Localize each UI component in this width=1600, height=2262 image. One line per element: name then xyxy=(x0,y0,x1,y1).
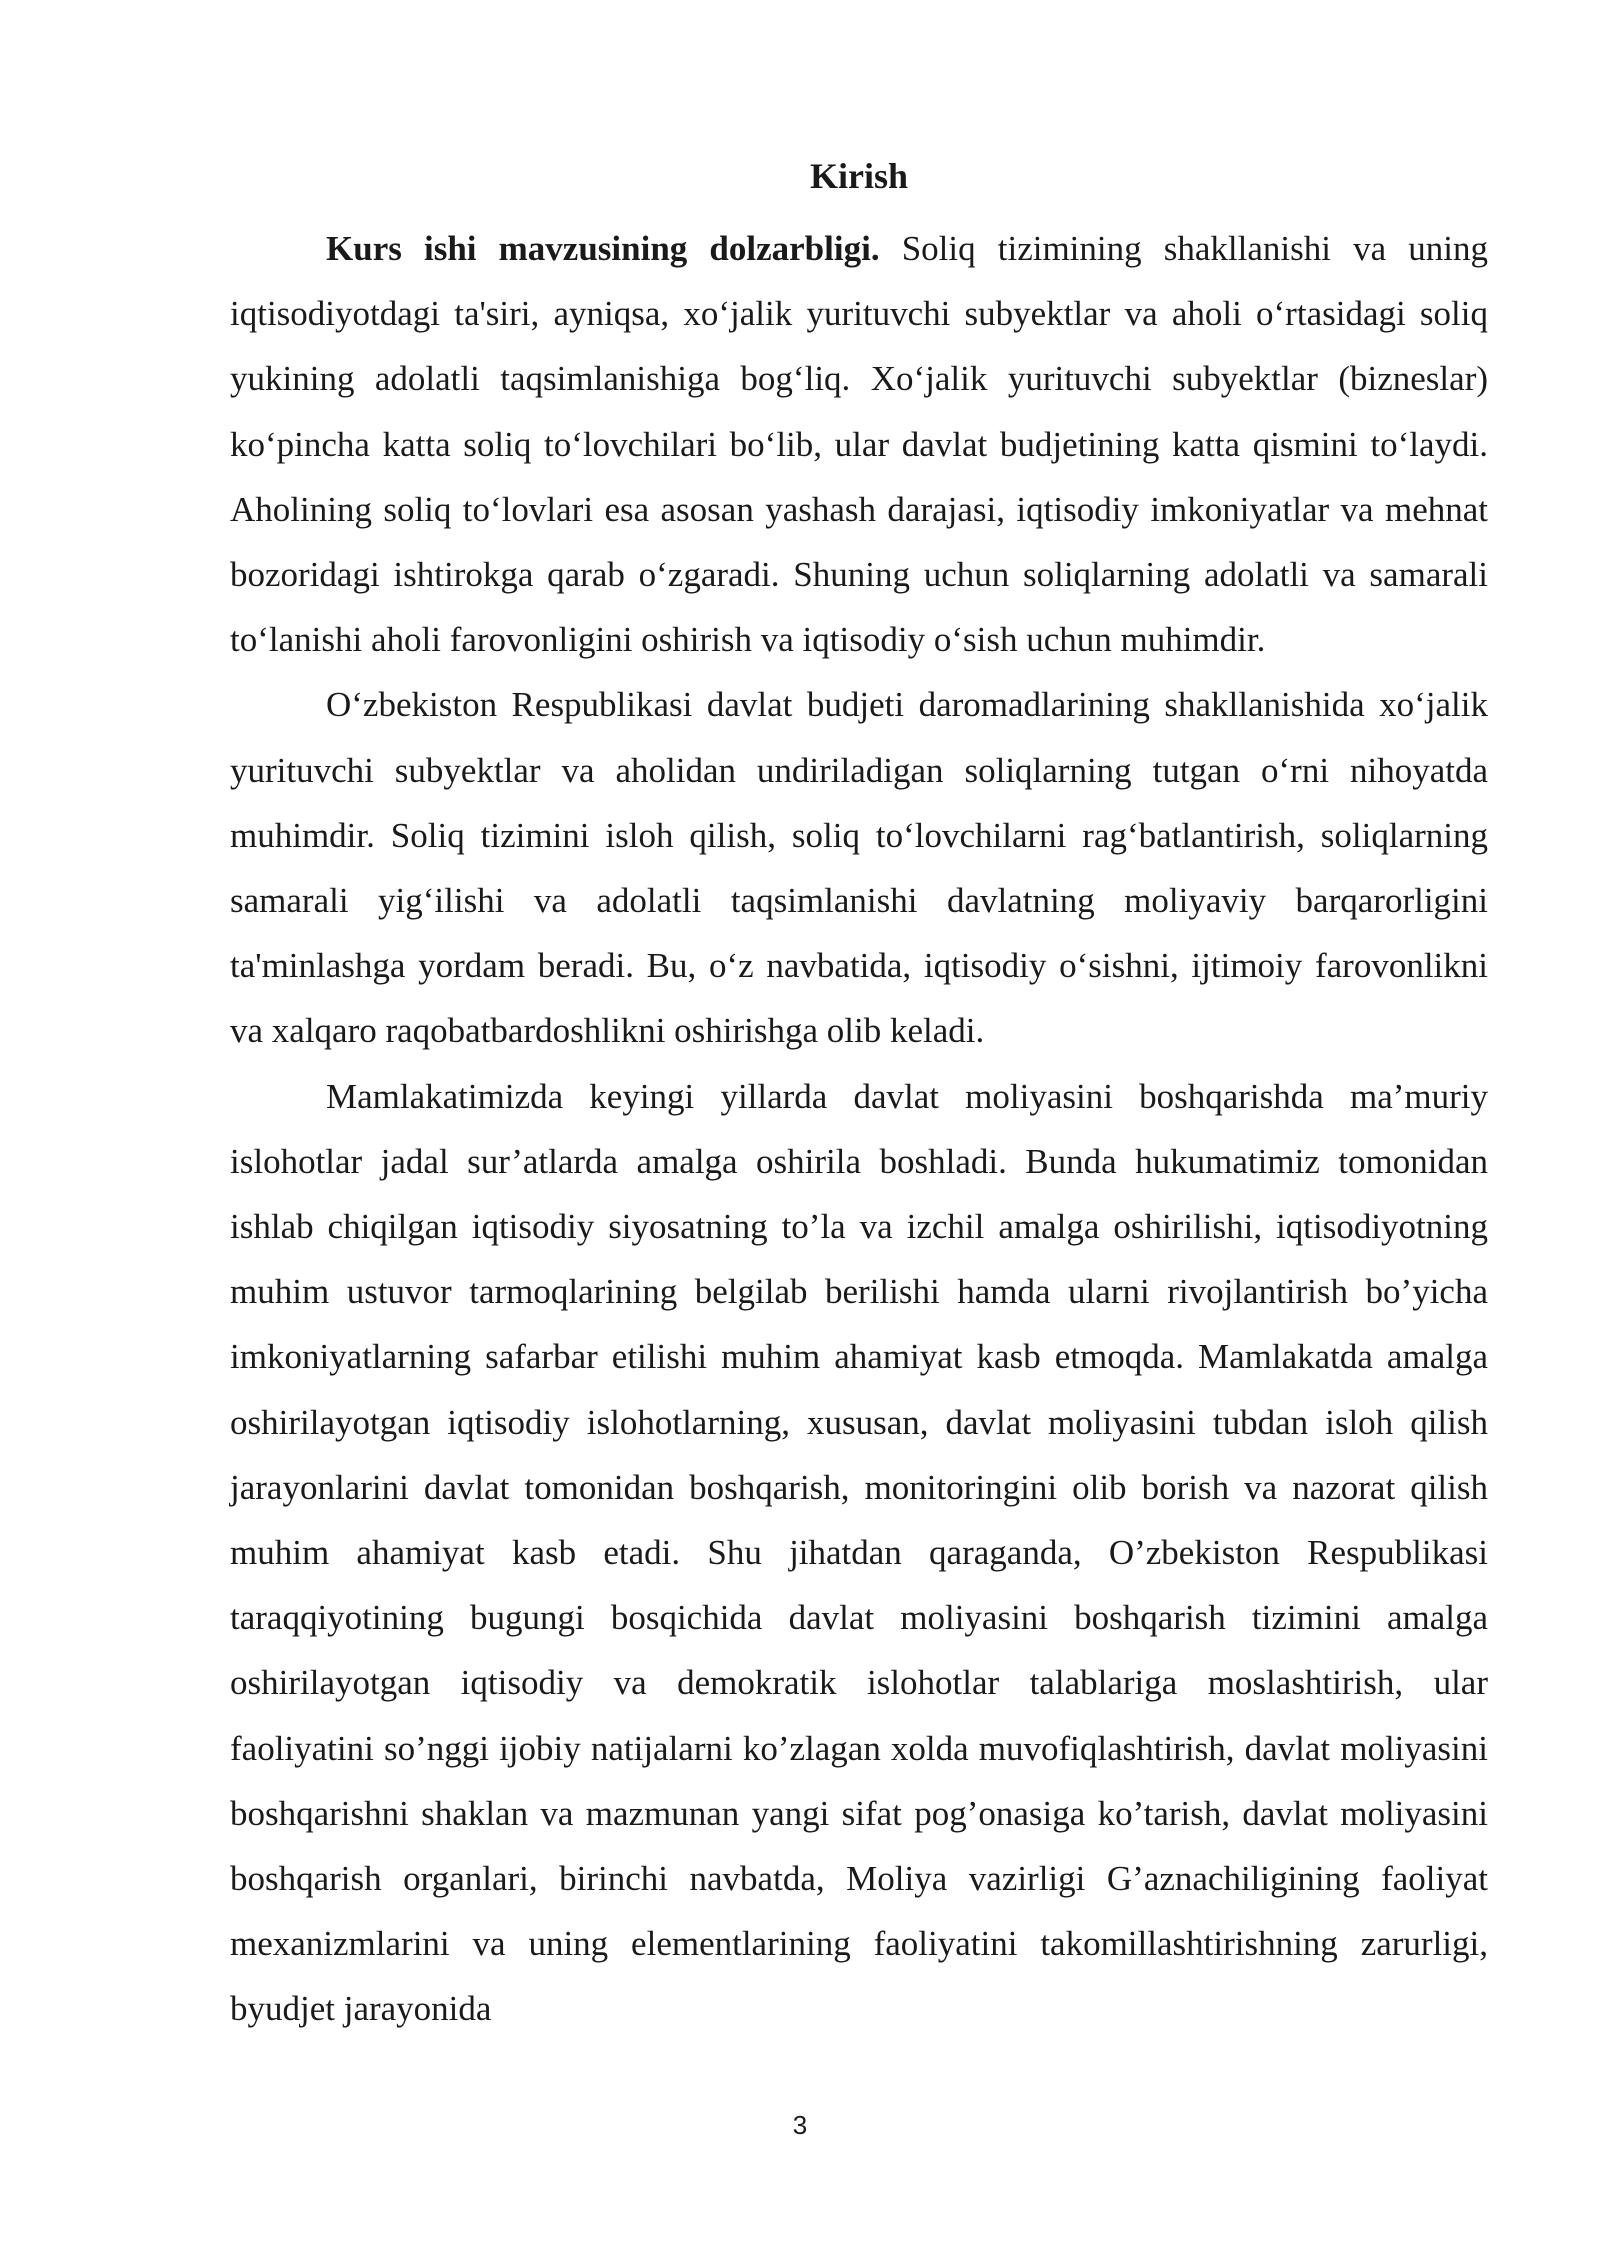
document-page xyxy=(230,150,1488,2042)
section-heading: Kirish xyxy=(809,156,908,196)
paragraph-text: Mamlakatimizda keyingi yillarda davlat moliyasini boshqarishda ma’muriy islohotlar jadal sur’atlarda amalga oshirila boshladi. Bunda hukumatimiz tomonidan ishlab chiqilgan iqtisodiy siyosatning to’la va izchil amalga oshirilishi, iqtisodiyotning muhim ustuvor tarmoqlarining belgilab berilishi hamda ularni rivojlantirish bo’yicha imkoniyatlarning safarbar etilishi muhim ahamiyat kasb etmoqda. Mamlakatda amalga oshirilayotgan iqtisodiy islohotlarning, xususan, davlat moliyasini tubdan isloh qilish jarayonlarini davlat tomonidan boshqarish, monitoringini olib borish va nazorat qilish muhim ahamiyat kasb etadi. Shu jihatdan qaraganda, O’zbekiston Respublikasi taraqqiyotining bugungi bosqichida davlat moliyasini boshqarish tizimini amalga oshirilayotgan iqtisodiy va demokratik islohotlar talablariga moslashtirish, ular faoliyatini so’nggi ijobiy natijalarni ko’zlagan xolda muvofiqlashtirish, davlat moliyasini boshqarishni shaklan va mazmunan yangi sifat pog’onasiga ko’tarish, davlat moliyasini boshqarish organlari, birinchi navbatda, Moliya vazirligi G’aznachiligining faoliyat mexanizmlarini va uning elementlarining faoliyatini takomillashtirishning zarurligi, byudjet jarayonida xyxy=(230,1076,1488,2029)
paragraph-text: Soliq tizimining shakllanishi va uning iqtisodiyotdagi ta'siri, ayniqsa, xoʻjalik yurituvchi subyektlar va aholi oʻrtasidagi soliq yukining adolatli taqsimlanishiga bogʻliq. Xoʻjalik yurituvchi subyektlar (bizneslar) koʻpincha katta soliq toʻlovchilari boʻlib, ular davlat budjetining katta qismini toʻlaydi. Aholining soliq toʻlovlari esa asosan yashash darajasi, iqtisodiy imkoniyatlar va mehnat bozoridagi ishtirokga qarab oʻzgaradi. Shuning uchun soliqlarning adolatli va samarali toʻlanishi aholi farovonligini oshirish va iqtisodiy oʻsish uchun muhimdir. xyxy=(230,229,1488,660)
paragraph-text: Oʻzbekiston Respublikasi davlat budjeti daromadlarining shakllanishida xoʻjalik yurituvchi subyektlar va aholidan undiriladigan soliqlarning tutgan oʻrni nihoyatda muhimdir. Soliq tizimini isloh qilish, soliq toʻlovchilarni ragʻbatlantirish, soliqlarning samarali yigʻilishi va adolatli taqsimlanishi davlatning moliyaviy barqarorligini ta'minlashga yordam beradi. Bu, oʻz navbatida, iqtisodiy oʻsishni, ijtimoiy farovonlikni va xalqaro raqobatbardoshlikni oshirishga olib keladi. xyxy=(230,685,1488,1051)
paragraph-budget xyxy=(230,672,1488,1063)
paragraph-relevance xyxy=(230,216,1488,672)
paragraph-reforms xyxy=(230,1064,1488,2042)
paragraph-lead: Kurs ishi mavzusining dolzarbligi. xyxy=(326,229,880,268)
page-number: 3 xyxy=(792,2110,808,2140)
